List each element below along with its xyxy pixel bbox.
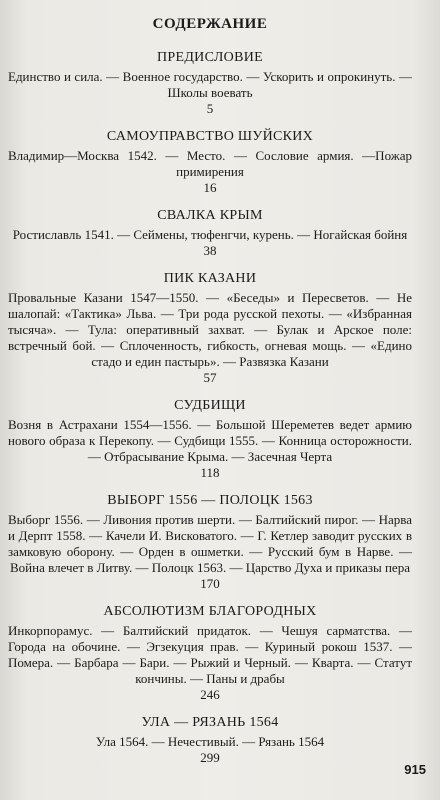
toc-title: СОДЕРЖАНИЕ (152, 16, 268, 32)
section-title: СВАЛКА КРЫМ (157, 208, 263, 223)
toc-section (8, 397, 412, 481)
toc-section (8, 49, 412, 117)
section-page-number: 299 (200, 750, 220, 765)
section-title: ПИК КАЗАНИ (163, 271, 257, 286)
section-page-number: 246 (200, 687, 220, 702)
page-number: 915 (404, 762, 426, 777)
toc-section (8, 492, 412, 592)
toc-section (8, 714, 412, 766)
section-page-number: 57 (203, 370, 217, 385)
section-title: ВЫБОРГ 1556 — ПОЛОЦК 1563 (107, 493, 313, 508)
section-description: Выборг 1556. — Ливония против шерти. — Балтийский пирог. — Нарва и Дерпт 1558. — Качели И. Висковатого. — Г. Кетлер заводит русских в замковую оборону. — Орден в ошметки. — Русский бум в Нарве. — Война влечет в Литву. — Полоцк 1563. — Царство Духа и приказы пера (8, 512, 412, 575)
section-description: Инкорпорамус. — Балтийский придаток. — Чешуя сарматства. — Города на обочине. — Эгзекуция прав. — Куриный рокош 1537. — Помера. — Барбара — Бари. — Рыжий и Черный. — Кварта. — Статут кончины. — Паны и драбы (8, 623, 412, 686)
section-description: Владимир—Москва 1542. — Место. — Сословие армия. —Пожар примирения (8, 148, 412, 179)
section-page-number: 5 (206, 101, 214, 116)
toc-section (8, 128, 412, 196)
section-description: Ростиславль 1541. — Сеймены, тюфенгчи, курень. — Ногайская бойня (12, 227, 408, 242)
section-page-number: 118 (200, 465, 220, 480)
section-description: Возня в Астрахани 1554—1556. — Большой Шереметев ведет армию нового образа к Перекопу. — Судбищи 1555. — Конница осторожности. — Отбрасывание Крыма. — Засечная Черта (8, 417, 412, 464)
section-title: УЛА — РЯЗАНЬ 1564 (141, 715, 279, 730)
section-description: Единство и сила. — Военное государство. — Ускорить и опрокинуть. — Школы воевать (8, 69, 412, 100)
toc-section (8, 603, 412, 703)
table-of-contents (8, 16, 412, 777)
section-title: СУДБИЩИ (174, 398, 246, 413)
toc-section (8, 207, 412, 259)
section-title: ПРЕДИСЛОВИЕ (156, 50, 263, 65)
section-title: АБСОЛЮТИЗМ БЛАГОРОДНЫХ (103, 604, 317, 619)
section-page-number: 38 (203, 243, 217, 258)
section-title: САМОУПРАВСТВО ШУЙСКИХ (106, 129, 314, 144)
toc-section (8, 270, 412, 386)
section-description: Ула 1564. — Нечестивый. — Рязань 1564 (95, 734, 325, 749)
section-page-number: 16 (203, 180, 217, 195)
section-page-number: 170 (200, 576, 220, 591)
section-description: Провальные Казани 1547—1550. — «Беседы» и Пересветов. — Не шалопай: «Тактика» Льва. — Три рода русской пехоты. — «Избранная тысяча». — Тула: оперативный захват. — Булак и Арское поле: встречный бой. — Сплоченность, гибкость, огневая мощь. — «Едино стадо и един пастырь». — Развязка Казани (8, 290, 412, 369)
